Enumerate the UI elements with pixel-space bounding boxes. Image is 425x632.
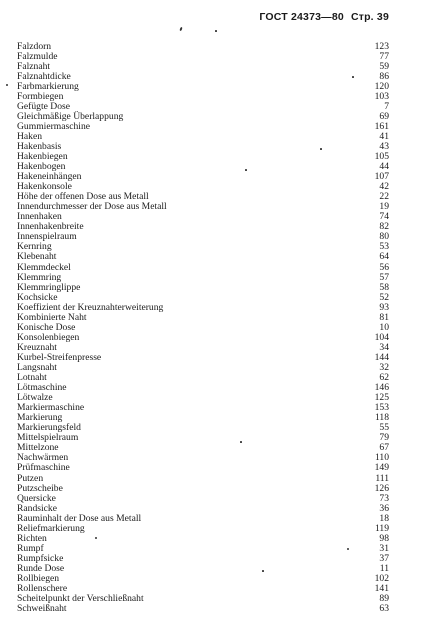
index-page-number: 31 (379, 542, 389, 554)
index-page-number: 149 (374, 462, 389, 474)
index-term: Hakenbasis (17, 140, 62, 152)
index-page-number: 64 (379, 251, 389, 263)
index-term: Putzen (17, 472, 44, 484)
index-term: Innendurchmesser der Dose aus Metall (17, 201, 167, 213)
index-entry (17, 333, 389, 343)
index-page-number: 86 (379, 70, 389, 82)
index-entry (17, 132, 389, 142)
index-page-number: 102 (374, 572, 389, 584)
page-label: Стр. 39 (350, 11, 389, 23)
index-term: Scheitelpunkt der Verschließnaht (17, 593, 144, 605)
index-term: Markiermaschine (17, 402, 85, 414)
index-page-number: 32 (379, 362, 389, 373)
index-page-number: 98 (379, 532, 389, 544)
index-page-number: 10 (379, 321, 389, 333)
index-entry (17, 474, 389, 484)
index-page-number: 103 (374, 90, 389, 102)
index-entry (17, 363, 389, 373)
scan-speck (262, 570, 264, 572)
index-term: Höhe der offenen Dose aus Metall (17, 191, 149, 203)
index-page-number: 104 (374, 331, 389, 343)
index-page-number: 56 (379, 261, 389, 273)
index-page-number: 79 (379, 432, 389, 444)
index-term: Reliefmarkierung (17, 522, 85, 534)
index-page-number: 93 (379, 301, 389, 313)
index-page-number: 89 (379, 593, 389, 605)
index-page-number: 119 (374, 522, 389, 534)
index-entry (17, 443, 389, 453)
index-list (17, 42, 389, 615)
index-term: Falznaht (17, 60, 51, 72)
index-term: Klemmring (17, 271, 62, 283)
index-page-number: 53 (379, 241, 389, 253)
index-term: Konsolenbiegen (17, 331, 80, 343)
index-entry (17, 172, 389, 182)
index-term: Mittelspielraum (17, 432, 79, 444)
index-entry (17, 373, 389, 383)
index-page-number: 34 (379, 341, 389, 353)
index-page-number: 7 (384, 100, 389, 112)
index-term: Falznahtdicke (17, 70, 71, 82)
index-entry (17, 82, 389, 92)
index-page-number: 19 (379, 201, 389, 213)
index-page-number: 52 (379, 291, 389, 303)
index-page-number: 161 (374, 120, 389, 132)
index-page-number: 55 (379, 422, 389, 434)
index-entry (17, 52, 389, 62)
index-entry (17, 534, 389, 544)
scan-speck (240, 441, 242, 443)
index-page-number: 141 (374, 583, 389, 595)
index-entry (17, 202, 389, 212)
index-term: Quersicke (17, 492, 56, 504)
index-entry (17, 403, 389, 413)
index-page-number: 73 (379, 492, 389, 504)
index-term: Nachwärmen (17, 452, 69, 464)
index-term: Markierung (17, 412, 63, 424)
scan-speck (95, 537, 97, 539)
index-page-number: 11 (379, 562, 389, 574)
index-entry (17, 62, 389, 72)
index-entry (17, 232, 389, 242)
index-entry (17, 92, 389, 102)
index-page-number: 36 (379, 502, 389, 514)
index-term: Hakenbogen (17, 161, 66, 173)
index-term: Rumpfsicke (17, 552, 64, 564)
index-term: Hakeneinhängen (17, 171, 82, 183)
index-term: Rauminhalt der Dose aus Metall (17, 512, 142, 524)
index-page-number: 44 (379, 161, 389, 173)
index-entry (17, 433, 389, 443)
index-term: Rollbiegen (17, 572, 60, 584)
index-page-number: 82 (379, 221, 389, 233)
index-page-number: 80 (379, 231, 389, 243)
index-term: Klemmringlippe (17, 281, 81, 293)
index-entry (17, 283, 389, 293)
index-entry (17, 263, 389, 273)
index-page-number: 22 (379, 191, 389, 203)
index-term: Gummiermaschine (17, 120, 90, 132)
scan-speck (6, 84, 8, 86)
scan-speck (245, 169, 247, 171)
index-term: Langsnaht (17, 362, 57, 373)
index-term: Markierungsfeld (17, 422, 81, 434)
index-entry (17, 353, 389, 363)
index-term: Innenhaken (17, 211, 62, 223)
index-entry (17, 484, 389, 494)
index-term: Kernring (17, 241, 52, 253)
index-page-number: 126 (374, 482, 389, 494)
index-entry (17, 383, 389, 393)
index-page-number: 37 (379, 552, 389, 564)
index-term: Klebenaht (17, 251, 57, 263)
index-page-number: 111 (375, 472, 389, 484)
index-entry (17, 142, 389, 152)
index-term: Haken (17, 130, 43, 142)
index-term: Kochsicke (17, 291, 58, 303)
index-term: Mittelzone (17, 442, 59, 454)
index-entry (17, 453, 389, 463)
index-page-number: 67 (379, 442, 389, 454)
index-entry (17, 604, 389, 614)
index-entry (17, 463, 389, 473)
index-entry (17, 252, 389, 262)
standard-number: ГОСТ 24373—80 (259, 11, 344, 23)
index-page-number: 77 (379, 50, 389, 62)
index-page-number: 118 (374, 412, 389, 424)
index-page-number: 81 (379, 311, 389, 323)
index-entry (17, 574, 389, 584)
index-term: Formbiegen (17, 90, 64, 102)
index-term: Rumpf (17, 542, 44, 554)
index-term: Randsicke (17, 502, 57, 514)
index-term: Kurbel-Streifenpresse (17, 351, 102, 363)
index-entry (17, 594, 389, 604)
index-term: Prüfmaschine (17, 462, 70, 474)
index-term: Kombinierte Naht (17, 311, 87, 323)
index-page-number: 110 (374, 452, 389, 464)
index-page-number: 59 (379, 60, 389, 72)
index-term: Falzdorn (17, 40, 52, 52)
index-page-number: 42 (379, 181, 389, 193)
index-term: Innenhakenbreite (17, 221, 84, 233)
index-entry (17, 152, 389, 162)
index-entry (17, 544, 389, 554)
index-page-number: 74 (379, 211, 389, 223)
index-term: Gleichmäßige Überlappung (17, 110, 124, 122)
scan-speck (352, 76, 354, 78)
index-term: Farbmarkierung (17, 80, 79, 92)
index-page-number: 125 (374, 392, 389, 404)
index-term: Hakenkonsole (17, 181, 72, 193)
index-page-number: 62 (379, 372, 389, 384)
index-term: Richten (17, 532, 47, 544)
index-term: Lötmaschine (17, 382, 67, 394)
index-term: Koeffizient der Kreuznahterweiterung (17, 301, 164, 313)
index-page-number: 107 (374, 171, 389, 183)
index-term: Kreuznaht (17, 341, 57, 353)
index-entry (17, 242, 389, 252)
index-term: Innenspielraum (17, 231, 77, 243)
index-term: Rollenschere (17, 583, 68, 595)
index-term: Gefügte Dose (17, 100, 71, 112)
index-page-number: 146 (374, 382, 389, 394)
index-entry (17, 524, 389, 534)
index-page-number: 57 (379, 271, 389, 283)
scan-speck (215, 30, 217, 32)
index-term: Schweißnaht (17, 603, 67, 615)
index-term: Konische Dose (17, 321, 76, 333)
index-term: Putzscheibe (17, 482, 63, 494)
index-entry (17, 122, 389, 132)
page-header (259, 11, 389, 23)
scan-speck (347, 548, 349, 550)
index-entry (17, 494, 389, 504)
index-page-number: 18 (379, 512, 389, 524)
scan-speck (179, 27, 182, 31)
index-entry (17, 42, 389, 52)
index-page-number: 41 (379, 130, 389, 142)
index-term: Falzmulde (17, 50, 58, 62)
scan-speck (320, 148, 322, 150)
index-page-number: 153 (374, 402, 389, 414)
index-page-number: 144 (374, 351, 389, 363)
index-page-number: 63 (379, 603, 389, 615)
index-page-number: 123 (374, 40, 389, 52)
index-page-number: 120 (374, 80, 389, 92)
index-page-number: 58 (379, 281, 389, 293)
index-term: Hakenbiegen (17, 151, 68, 163)
index-term: Runde Dose (17, 562, 65, 574)
index-term: Klemmdeckel (17, 261, 71, 273)
index-page-number: 43 (379, 140, 389, 152)
index-entry (17, 564, 389, 574)
index-entry (17, 554, 389, 564)
index-page-number: 105 (374, 151, 389, 163)
index-term: Lötwalze (17, 392, 53, 404)
index-term: Lotnaht (17, 372, 47, 384)
index-page-number: 69 (379, 110, 389, 122)
